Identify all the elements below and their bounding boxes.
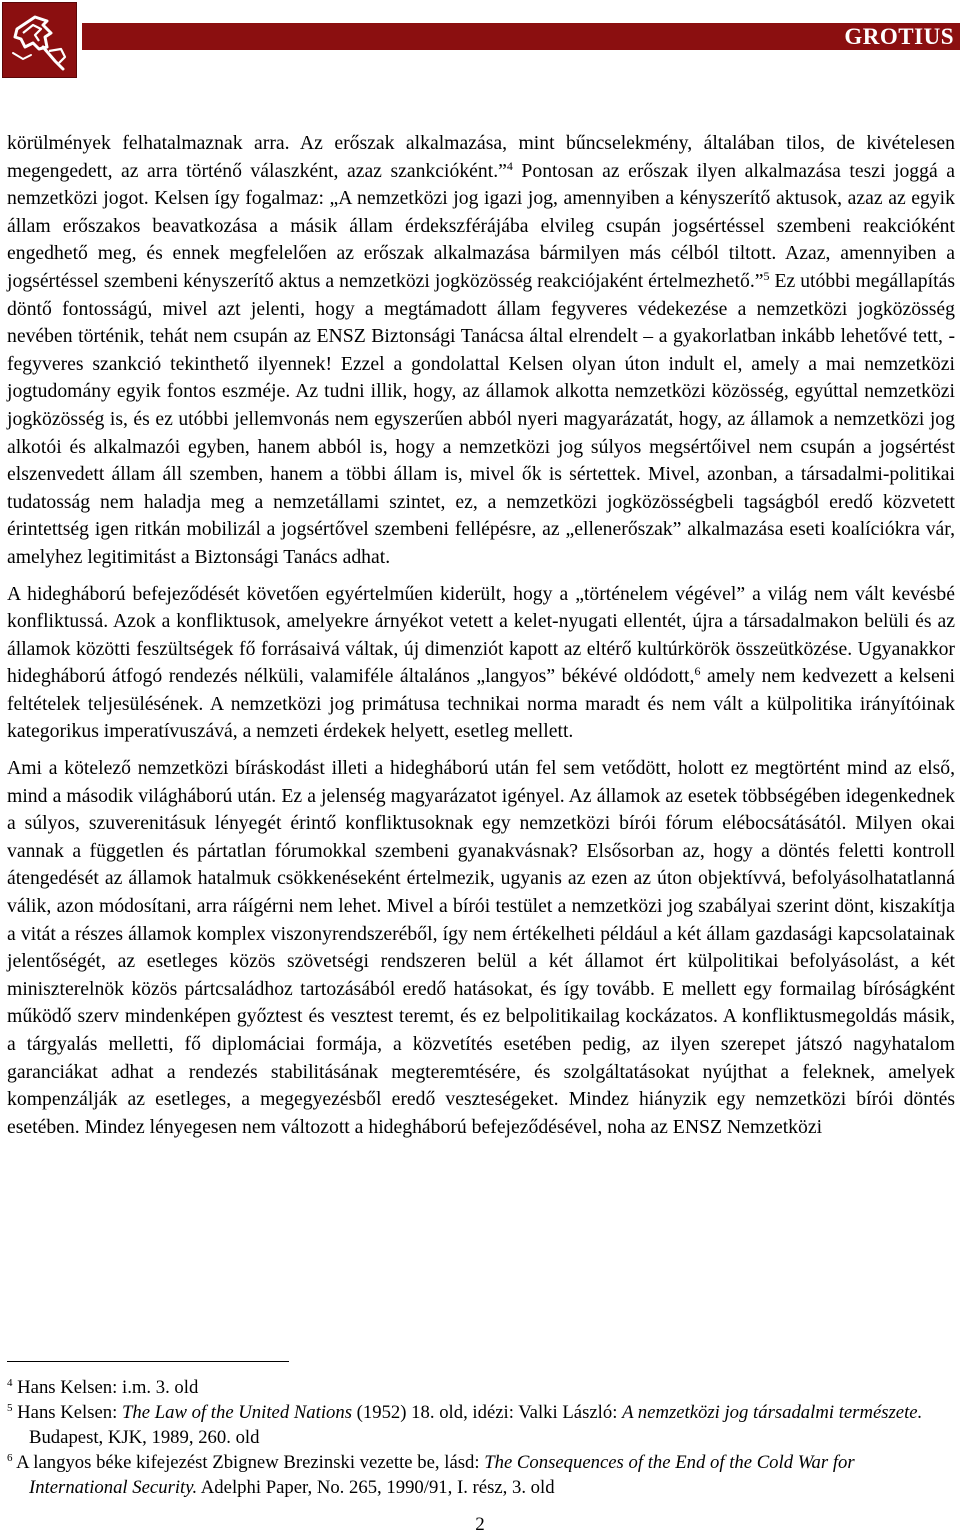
grotius-emblem-svg <box>3 3 76 77</box>
header-bar <box>82 23 960 50</box>
paragraph-1 <box>7 130 955 572</box>
footnote-title: The Consequences of the End of the Cold War for International Security. <box>29 1452 855 1498</box>
footnote-5 <box>7 1400 955 1450</box>
paragraph-3: Ami a kötelező nemzetközi bíráskodást illeti a hidegháború után fel sem vetődött, holott ez megtörtént mind az első, mind a második világháború után. Ez a jelenség magyarázatot igényel. Az államok az esetek többségében idegenkednek a súlyos, szuverenitásuk lényegét érintő konfliktusoknak egy nemzetközi bírói fórum elébocsátásától. Milyen okai vannak a független és pártatlan fórumokkal szembeni gyanakvásnak? Elsősorban az, hogy a döntés feletti kontroll átengedését az államok hatalmuk csökkenéseként értelmezik, ugyanis az ezen az úton objektívvá, befolyásolhatatlanná válik, azon módosítani, arra ráígérni nem lehet. Mivel a bírói testület a nemzetközi jog szabályai szerint dönt, kiszakítja a vitát a részes államok komplex viszonyrendszeréből, így nem értékelheti például a két állam gazdasági kapcsolatainak jelentőségét, az esetleges közös szövetségi rendszeren belül a két államot ért külpolitikai befolyásolást, a két miniszterelnök közös pártcsaládhoz tartozásából eredő hatásokat, és így tovább. E mellett egy formailag bíróságként működő szerv mindenképen győztest és vesztest teremt, és ez belpolitikailag kockázatos. A konfliktusmegoldás másik, a tárgyalás melletti, fő diplomáciai formája, a közvetítés esetében pedig, az ilyen szerepet játszó nagyhatalom garanciákat adhat a rendezés stabilitásának megteremtésére, és szolgáltatásokat nyújthat a feleknek, amelyek kompenzálják az esetleges, a megegyezésből eredő veszteségeket. Mindez hiányzik egy nemzetközi bírói döntés esetében. Mindez lényegesen nem változott a hidegháború befejeződésével, noha az ENSZ Nemzetközi <box>7 757 955 1138</box>
page-header <box>0 0 960 80</box>
footnote-title: A nemzetközi jog társadalmi természete. <box>622 1402 923 1423</box>
footnote-6 <box>7 1450 955 1500</box>
paragraph-1-text-a: körülmények felhatalmaznak arra. Az erőszak alkalmazása, mint bűncselekmény, általában tilos, de kivételesen megengedett, az arra történő válaszként, azaz szankcióként.” <box>7 132 955 182</box>
footnote-text: Hans Kelsen: i.m. 3. old <box>17 1377 199 1398</box>
footnote-text: Hans Kelsen: <box>17 1402 123 1423</box>
footnote-number: 4 <box>7 1377 13 1389</box>
footnote-title: The Law of the United Nations <box>122 1402 352 1423</box>
journal-title: GROTIUS <box>844 24 954 49</box>
footnote-text: Adelphi Paper, No. 265, 1990/91, I. rész, 3. old <box>197 1477 555 1498</box>
footnote-divider <box>7 1361 289 1362</box>
article-body <box>7 130 955 1150</box>
paragraph-1-text-b: Pontosan az erőszak ilyen alkalmazása teszi joggá a nemzetközi jogot. Kelsen így fogalmaz: „A nemzetközi jog igazi jog, amennyiben a kényszerítő aktusok, azaz az egyik állam erőszakos beavatkozása a másik állam érdekszférájába elvileg csupán jogsértéssel szembeni reakcióként engedhető meg, és ennek megfelelően az erőszak alkalmazása bármilyen más célból tiltott. Azaz, amennyiben a jogsértéssel szembeni kényszerítő aktus a nemzetközi jogközösség reakciójaként értelmezhető.” <box>7 159 955 292</box>
footnote-text: (1952) 18. old, idézi: Valki László: <box>352 1402 623 1423</box>
footnotes <box>7 1375 955 1500</box>
footnote-ref-6[interactable]: 6 <box>694 664 701 679</box>
footnote-ref-4[interactable]: 4 <box>506 158 513 173</box>
paragraph-2 <box>7 581 955 747</box>
paragraph-2-text-b: amely nem kedvezett a kelseni feltételek teljesülésének. A nemzetközi jog primátusa technikai norma maradt és nem vált a külpolitika irányítóinak kategorikus imperatívuszává, a nemzeti érdekek helyett, esetleg mellett. <box>7 665 955 743</box>
footnote-4 <box>7 1375 955 1400</box>
paragraph-2-text-a: A hidegháború befejeződését követően egyértelműen kiderült, hogy a „történelem végével” a világ nem vált kevésbé konfliktussá. Azok a konfliktusok, amelyekre árnyékot vetett a kelet-nyugati ellentét, újra a társadalmakon belüli és az államok közötti feszültségek fő forrásaivá váltak, új dimenziót kapott az eltérő kultúrkörök összeütközése. Ugyanakkor hidegháború átfogó rendezés nélküli, valamiféle általános „langyos” békévé oldódott, <box>7 582 955 688</box>
paragraph-1-text-c: Ez utóbbi megállapítás döntő fontosságú, mivel azt jelenti, hogy a megtámadott állam fegyveres védekezése a nemzetközi jogközösség nevében történik, tehát nem csupán az ENSZ Biztonsági Tanácsa által elrendelt – a gyakorlatban inkább lehetővé tett, - fegyveres szankció tekinthető ilyennek! Ezzel a gondolattal Kelsen olyan úton indult el, amely a mai nemzetközi jogtudomány egyik fontos eszméje. Az tudni illik, hogy, az államok alkotta nemzetközi közösség, egyúttal nemzetközi jogközösség is, és ez utóbbi jellemvonás nem egyszerűen abból nyeri magyarázatát, hogy, az államok a nemzetközi jog alkotói és alkalmazói egyben, hanem abból is, hogy a nemzetközi jog súlyos megsértőivel nem csupán a jogsértést elszenvedett állam áll szemben, hanem a többi állam is, mivel ők is sértettek. Mivel, azonban, a társadalmi-politikai tudatosság nem haladja meg a nemzetállami szintet, ez, a nemzetközi jogközösségbeli tagságból eredő közvetett érintettség igen ritkán mobilizál a jogsértővel szembeni fellépésre, az „ellenerőszak” alkalmazása eseti koalíciókra vár, amelyhez legitimitást a Biztonsági Tanács adhat. <box>7 269 955 568</box>
footnote-text: A langyos béke kifejezést Zbignew Brezinski vezette be, lásd: <box>16 1452 485 1473</box>
footnote-ref-5[interactable]: 5 <box>763 268 770 283</box>
footnote-number: 5 <box>7 1402 13 1414</box>
footnote-number: 6 <box>7 1452 13 1464</box>
grotius-emblem-icon <box>2 2 77 78</box>
page-number: 2 <box>475 1514 485 1535</box>
footnote-text: Budapest, KJK, 1989, 260. old <box>29 1427 260 1448</box>
